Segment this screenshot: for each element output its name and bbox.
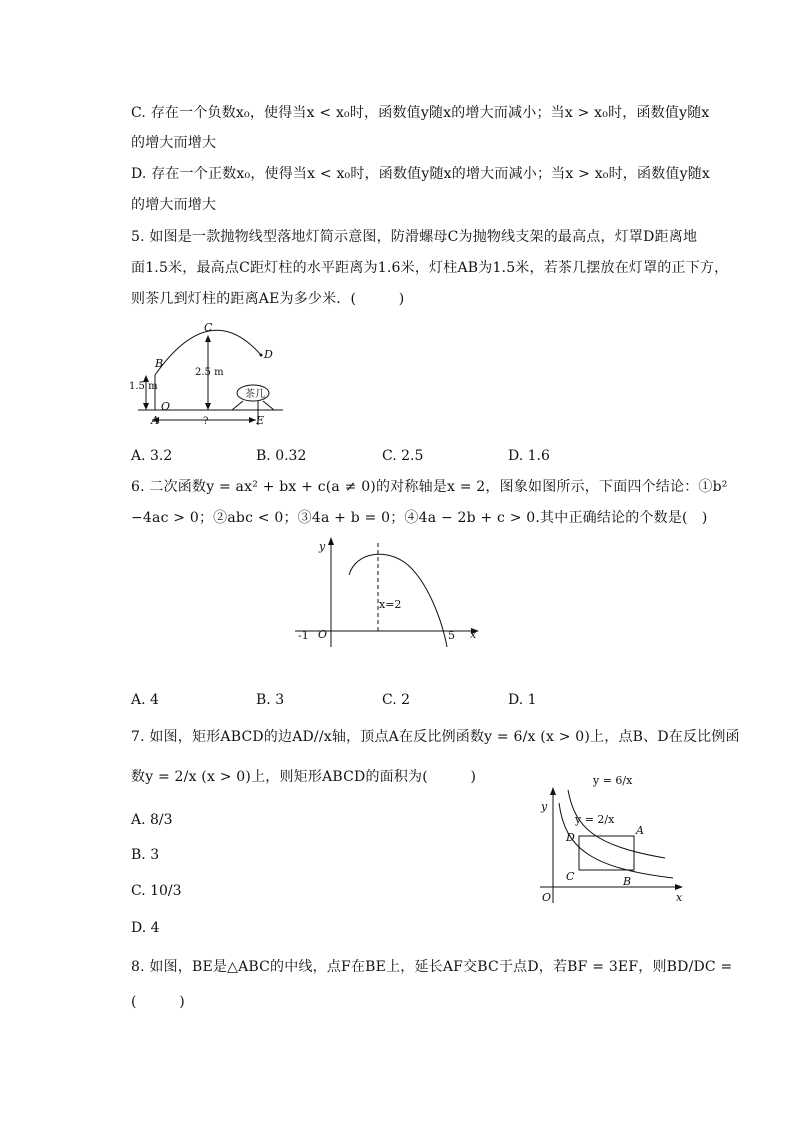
q4-option-c-line1: C. 存在一个负数x₀，使得当x < x₀时，函数值y随x的增大而减小；当x > x₀时，函数值y随x [131, 105, 710, 121]
q4-option-d-line2: 的增大而增大 [131, 197, 217, 213]
q5-option-a[interactable]: A. 3.2 [131, 448, 173, 464]
q6-label-neg1: -1 [298, 629, 309, 642]
q5-label-question: ? [203, 416, 209, 427]
q5-label-2-5m: 2.5 m [195, 367, 224, 378]
q5-label-e: E [256, 414, 265, 427]
q5-stem-line3: 则茶几到灯柱的距离AE为多少米．( ) [131, 291, 405, 307]
q6-option-d[interactable]: D. 1 [508, 692, 537, 708]
q7-label-o: O [542, 891, 552, 904]
q8-stem-line1: 8. 如图，BE是△ABC的中线，点F在BE上，延长AF交BC于点D，若BF = 3EF，则BD/DC = [131, 959, 733, 975]
q6-option-c[interactable]: C. 2 [382, 692, 411, 708]
q5-label-d: D [264, 348, 273, 361]
q6-label-axis: x=2 [379, 598, 402, 611]
q8-stem-line2: ( ) [131, 994, 185, 1010]
q7-option-d[interactable]: D. 4 [131, 920, 160, 936]
q5-label-c: C [204, 321, 213, 334]
q7-option-b[interactable]: B. 3 [131, 847, 160, 863]
q6-option-b[interactable]: B. 3 [256, 692, 285, 708]
q6-stem-line1: 6. 二次函数y = ax² + bx + c(a ≠ 0)的对称轴是x = 2，图象如图所示，下面四个结论：①b² [131, 479, 728, 495]
q6-label-y: y [319, 540, 326, 553]
q4-option-d-line1: D. 存在一个正数x₀，使得当x < x₀时，函数值y随x的增大而减小；当x > x₀时，函数值y随x [131, 166, 711, 182]
q5-label-o: O [161, 400, 171, 413]
q7-label-y2x: y = 2/x [575, 813, 615, 826]
q5-option-c[interactable]: C. 2.5 [382, 448, 424, 464]
q6-stem-line2: −4ac > 0；②abc < 0；③4a + b = 0；④4a − 2b + c > 0.其中正确结论的个数是( ) [131, 510, 708, 526]
q5-label-b: B [155, 357, 164, 370]
q6-option-a[interactable]: A. 4 [131, 692, 159, 708]
q7-stem-line1: 7. 如图，矩形ABCD的边AD//x轴，顶点A在反比例函数y = 6/x (x > 0)上，点B、D在反比例函 [131, 729, 740, 745]
q5-stem-line1: 5. 如图是一款抛物线型落地灯简示意图，防滑螺母C为抛物线支架的最高点，灯罩D距离地 [131, 229, 698, 245]
q5-option-b[interactable]: B. 0.32 [256, 448, 307, 464]
q7-label-d: D [566, 831, 575, 844]
q6-label-5: 5 [448, 629, 455, 642]
q5-label-tea-table: 茶几 [245, 389, 265, 400]
q7-label-a: A [636, 824, 644, 837]
q7-stem-line2: 数y = 2/x (x > 0)上，则矩形ABCD的面积为( ) [131, 769, 477, 785]
q5-label-1-5m: 1.5 m [129, 381, 158, 392]
q5-option-d[interactable]: D. 1.6 [508, 448, 550, 464]
q7-label-b: B [623, 875, 632, 888]
q7-label-y: y [541, 800, 548, 813]
q5-label-a: A [151, 414, 159, 427]
q6-label-o: O [318, 628, 328, 641]
q7-option-c[interactable]: C. 10/3 [131, 883, 182, 899]
q5-stem-line2: 面1.5米，最高点C距灯柱的水平距离为1.6米，灯柱AB为1.5米，若茶几摆放在灯罩的正下方， [131, 260, 729, 276]
q7-label-x: x [676, 891, 683, 904]
q4-option-c-line2: 的增大而增大 [131, 135, 217, 151]
q7-option-a[interactable]: A. 8/3 [131, 812, 173, 828]
q7-rectangle-abcd [579, 836, 634, 870]
q7-rectangle-hyperbola-figure [535, 768, 690, 908]
q6-label-x: x [470, 628, 477, 641]
q6-parabola-graph [290, 535, 490, 650]
q5-floor-lamp-figure [128, 320, 288, 432]
q7-label-c: C [566, 870, 575, 883]
q7-label-y6x: y = 6/x [593, 774, 633, 787]
